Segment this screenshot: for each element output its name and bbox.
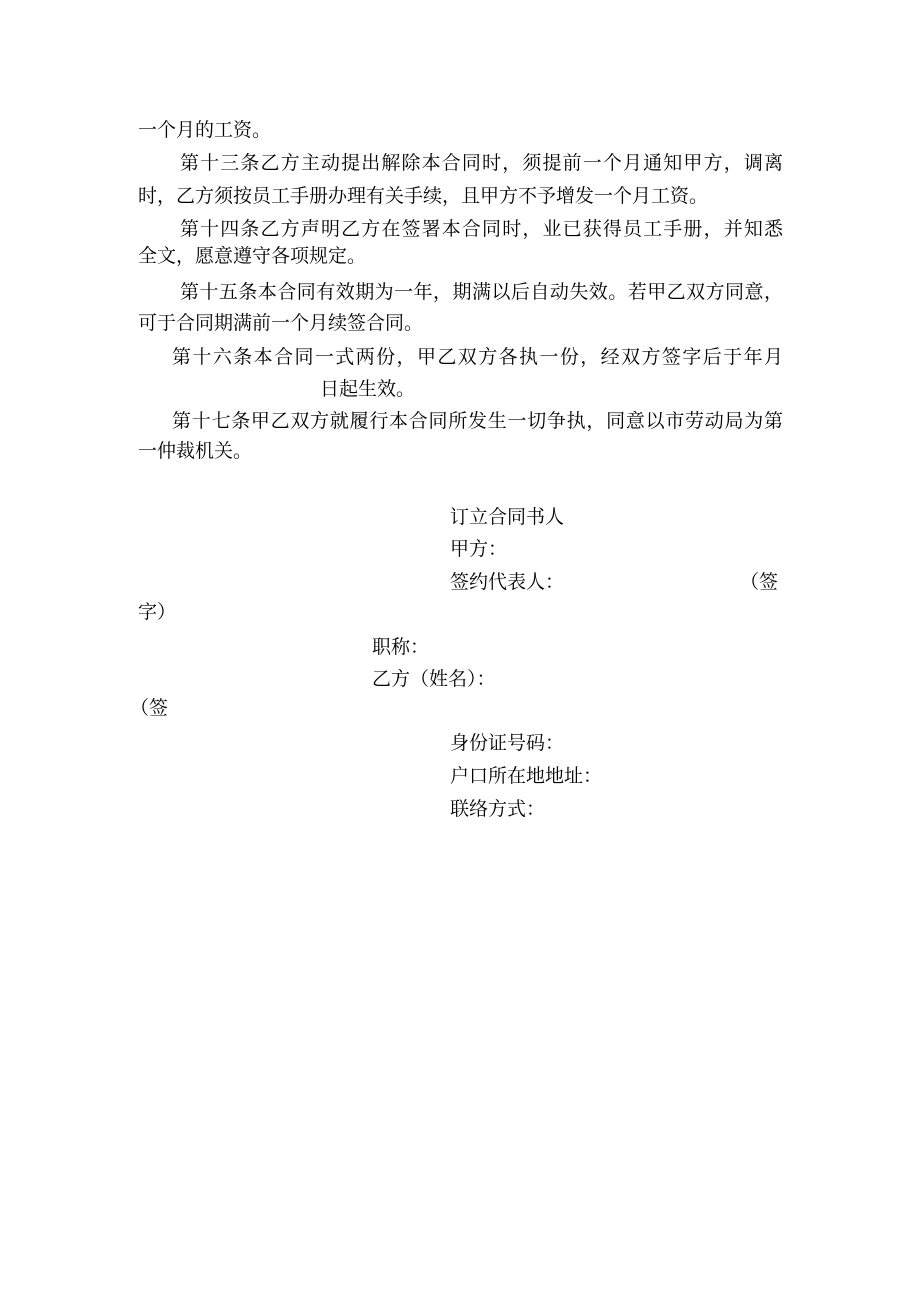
- signature-open-paren-1: （签: [740, 571, 779, 593]
- title-label: 职称：: [372, 636, 430, 658]
- clause-14-line-2: 全文，愿意遵守各项规定。: [138, 245, 367, 267]
- clause-17-line-2: 一仲裁机关。: [138, 440, 253, 462]
- clause-17-line-1: 第十七条甲乙双方就履行本合同所发生一切争执，同意以市劳动局为第: [172, 410, 783, 432]
- clause-13-line-1: 第十三条乙方主动提出解除本合同时，须提前一个月通知甲方，调离: [180, 152, 783, 174]
- signature-close-paren-1: 字）: [138, 601, 177, 623]
- clause-14-line-1: 第十四条乙方声明乙方在签署本合同时，业已获得员工手册，并知悉: [180, 218, 783, 240]
- representative-label: 签约代表人：: [450, 571, 565, 593]
- clause-16-line-2: 日起生效。: [320, 378, 416, 400]
- clause-15-line-2: 可于合同期满前一个月续签合同。: [138, 312, 424, 334]
- id-number-label: 身份证号码：: [450, 732, 565, 754]
- party-a-label: 甲方：: [450, 538, 508, 560]
- clause-13-line-2: 时，乙方须按员工手册办理有关手续，且甲方不予增发一个月工资。: [138, 185, 709, 207]
- clause-15-line-1: 第十五条本合同有效期为一年，期满以后自动失效。若甲乙双方同意，: [180, 281, 783, 303]
- clause-16-line-1: 第十六条本合同一式两份，甲乙双方各执一份，经双方签字后于年月: [172, 346, 783, 368]
- signature-heading: 订立合同书人: [450, 506, 565, 528]
- signature-open-paren-2: （签: [130, 697, 169, 719]
- party-b-label: 乙方（姓名）：: [372, 668, 496, 690]
- clause-12-tail: 一个月的工资。: [138, 119, 272, 141]
- contact-label: 联络方式：: [450, 798, 546, 820]
- household-address-label: 户口所在地地址：: [450, 765, 603, 787]
